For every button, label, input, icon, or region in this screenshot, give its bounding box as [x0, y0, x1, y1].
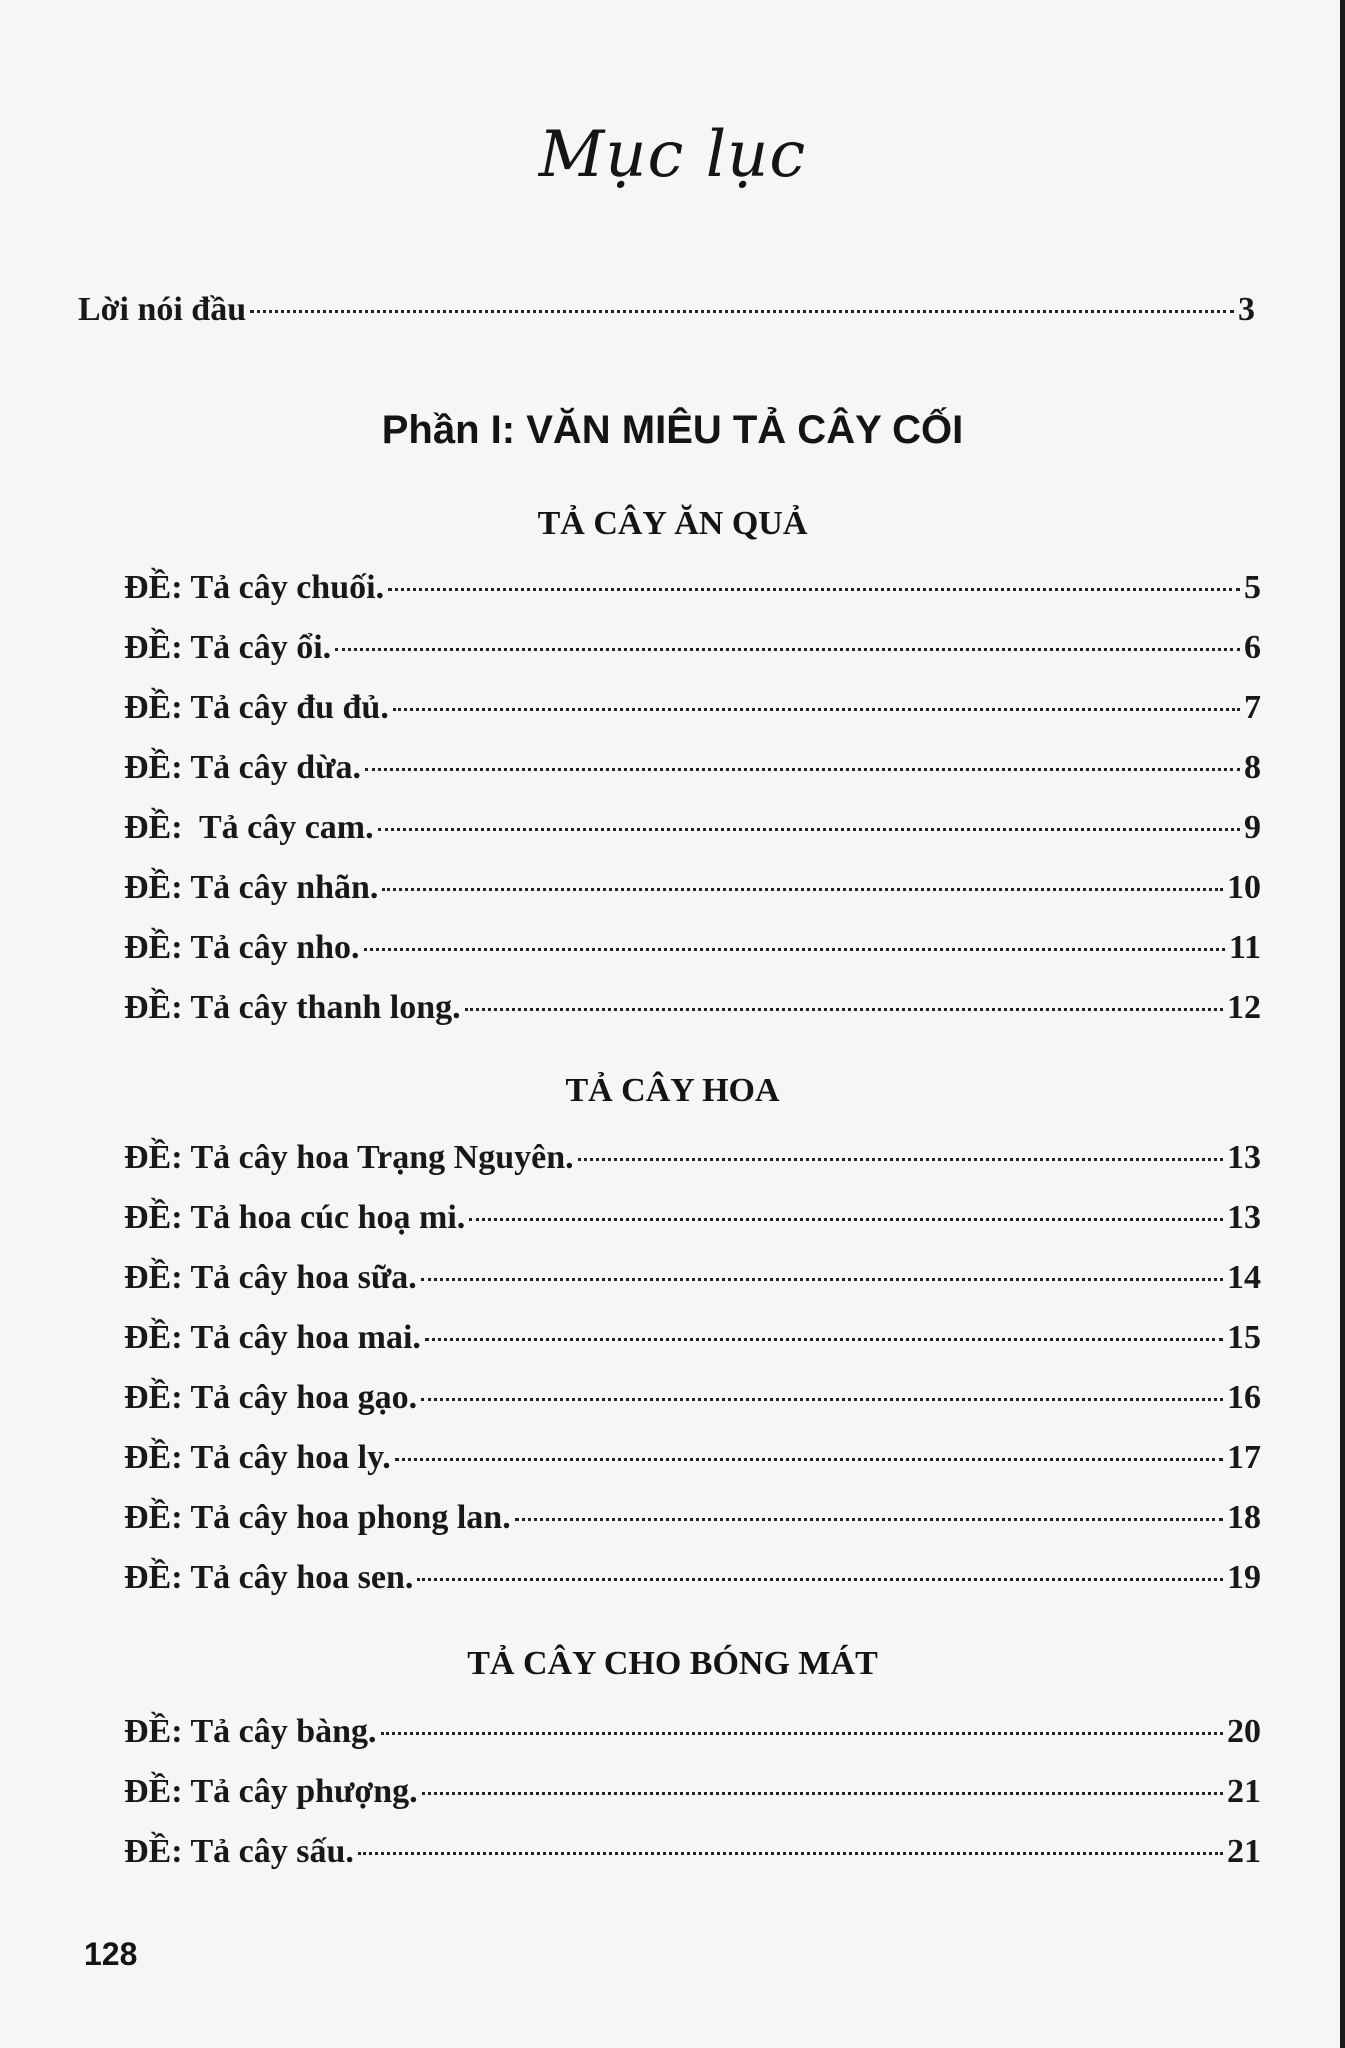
dot-leader	[364, 948, 1225, 951]
toc-entry-label: ĐỀ: Tả cây bàng.	[124, 1713, 377, 1750]
toc-entry[interactable]	[124, 868, 1261, 908]
toc-entry[interactable]	[124, 1712, 1261, 1752]
dot-leader	[469, 1218, 1223, 1221]
dot-leader	[358, 1852, 1223, 1855]
toc-entry-page: 13	[1227, 1139, 1261, 1176]
toc-entry-label: ĐỀ: Tả cây nhãn.	[124, 869, 379, 906]
toc-entry-page: 15	[1227, 1319, 1261, 1356]
toc-entry-intro[interactable]	[78, 290, 1255, 330]
toc-entry-label: ĐỀ: Tả cây ổi.	[124, 629, 332, 666]
dot-leader	[417, 1578, 1223, 1581]
toc-entry-page: 18	[1227, 1499, 1261, 1536]
toc-entry-label: ĐỀ: Tả cây đu đủ.	[124, 689, 389, 726]
toc-entry-label: ĐỀ: Tả cây hoa gạo.	[124, 1379, 418, 1416]
dot-leader	[388, 588, 1240, 591]
toc-entry[interactable]	[124, 988, 1261, 1028]
toc-entry-label: ĐỀ: Tả cây hoa Trạng Nguyên.	[124, 1139, 574, 1176]
toc-entry[interactable]	[124, 628, 1261, 668]
dot-leader	[425, 1338, 1223, 1341]
toc-entry[interactable]	[124, 1318, 1261, 1358]
dot-leader	[465, 1008, 1223, 1011]
toc-entry-label: ĐỀ: Tả cây nho.	[124, 929, 360, 966]
toc-entry-page: 5	[1244, 569, 1261, 606]
toc-entry-page: 17	[1227, 1439, 1261, 1476]
toc-entry[interactable]	[124, 1498, 1261, 1538]
toc-entry-label: ĐỀ: Tả cây phượng.	[124, 1773, 418, 1810]
toc-entry-page: 19	[1227, 1559, 1261, 1596]
toc-entry[interactable]	[124, 568, 1261, 608]
toc-entry[interactable]	[124, 808, 1261, 848]
toc-entry[interactable]	[124, 1138, 1261, 1178]
dot-leader	[422, 1792, 1223, 1795]
dot-leader	[421, 1398, 1223, 1401]
dot-leader	[421, 1278, 1223, 1281]
part-heading: Phần I: VĂN MIÊU TẢ CÂY CỐI	[381, 408, 964, 452]
dot-leader	[382, 888, 1223, 891]
dot-leader	[578, 1158, 1223, 1161]
toc-entry-label: ĐỀ: Tả cây thanh long.	[124, 989, 461, 1026]
page-title: Mục lục	[538, 118, 807, 192]
toc-entry-label: ĐỀ: Tả cây cam.	[124, 809, 374, 846]
toc-entry-page: 11	[1228, 929, 1261, 966]
toc-entry-page: 3	[1238, 291, 1255, 328]
dot-leader	[335, 648, 1240, 651]
section-heading-flowering-trees: TẢ CÂY HOA	[565, 1072, 780, 1109]
toc-entry[interactable]	[124, 1438, 1261, 1478]
toc-entry-page: 20	[1227, 1713, 1261, 1750]
toc-entry[interactable]	[124, 1558, 1261, 1598]
toc-entry-page: 21	[1227, 1833, 1261, 1870]
section-heading-shade-trees: TẢ CÂY CHO BÓNG MÁT	[467, 1645, 878, 1682]
toc-entry-page: 13	[1227, 1199, 1261, 1236]
toc-entry-label: ĐỀ: Tả cây hoa sữa.	[124, 1259, 417, 1296]
toc-entry-page: 9	[1244, 809, 1261, 846]
toc-entry[interactable]	[124, 1832, 1261, 1872]
toc-entry[interactable]	[124, 1258, 1261, 1298]
toc-entry-label: ĐỀ: Tả cây chuối.	[124, 569, 385, 606]
toc-entry-page: 21	[1227, 1773, 1261, 1810]
toc-entry-label: ĐỀ: Tả hoa cúc hoạ mi.	[124, 1199, 466, 1236]
toc-entry-page: 8	[1244, 749, 1261, 786]
dot-leader	[250, 310, 1234, 313]
toc-entry-label: ĐỀ: Tả cây hoa ly.	[124, 1439, 391, 1476]
toc-entry-label: ĐỀ: Tả cây hoa sen.	[124, 1559, 414, 1596]
toc-entry[interactable]	[124, 688, 1261, 728]
toc-entry-label: ĐỀ: Tả cây dừa.	[124, 749, 362, 786]
page-number: 128	[84, 1936, 138, 1972]
toc-entry-label: Lời nói đầu	[78, 291, 247, 328]
dot-leader	[381, 1732, 1223, 1735]
toc-entry-page: 10	[1227, 869, 1261, 906]
page-edge-divider	[1340, 0, 1345, 2048]
toc-entry-page: 12	[1227, 989, 1261, 1026]
toc-entry[interactable]	[124, 1198, 1261, 1238]
toc-entry[interactable]	[124, 748, 1261, 788]
toc-entry[interactable]	[124, 1772, 1261, 1812]
toc-entry-page: 14	[1227, 1259, 1261, 1296]
toc-entry[interactable]	[124, 928, 1261, 968]
toc-entry-page: 7	[1244, 689, 1261, 726]
toc-entry-page: 16	[1227, 1379, 1261, 1416]
toc-entry-page: 6	[1244, 629, 1261, 666]
toc-entry-label: ĐỀ: Tả cây hoa phong lan.	[124, 1499, 511, 1536]
section-heading-fruit-trees: TẢ CÂY ĂN QUẢ	[537, 505, 808, 542]
dot-leader	[393, 708, 1240, 711]
dot-leader	[395, 1458, 1223, 1461]
dot-leader	[515, 1518, 1223, 1521]
dot-leader	[365, 768, 1240, 771]
dot-leader	[378, 828, 1240, 831]
toc-entry[interactable]	[124, 1378, 1261, 1418]
toc-entry-label: ĐỀ: Tả cây hoa mai.	[124, 1319, 421, 1356]
toc-entry-label: ĐỀ: Tả cây sấu.	[124, 1833, 354, 1870]
